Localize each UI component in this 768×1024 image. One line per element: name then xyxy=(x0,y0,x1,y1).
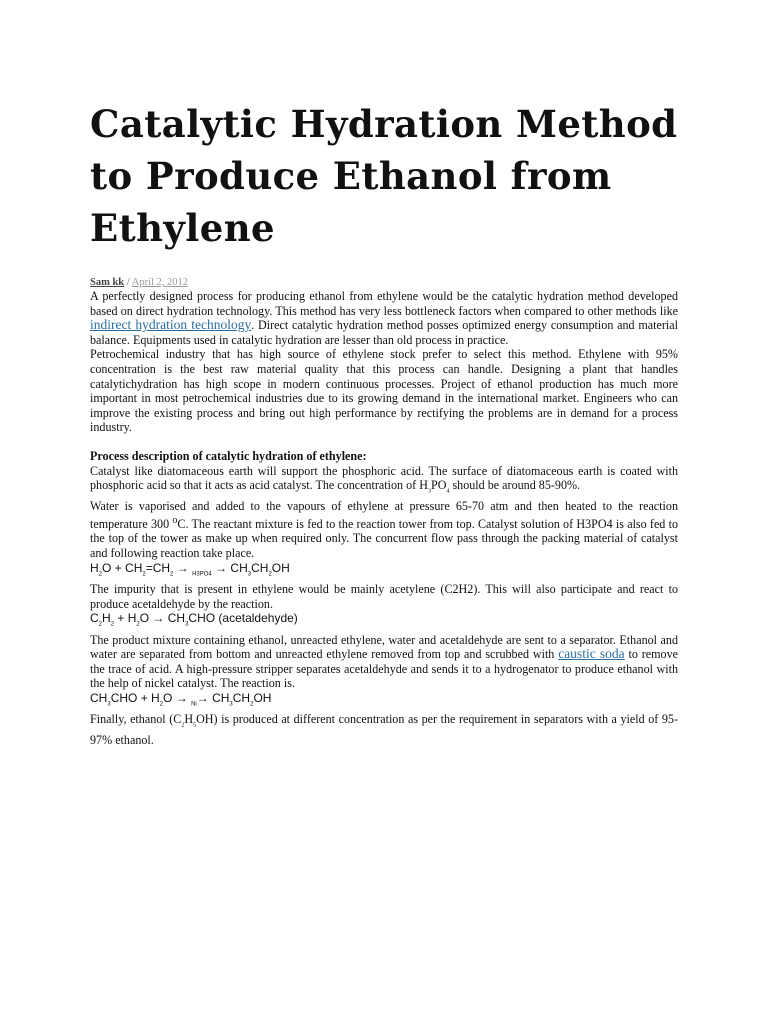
article xyxy=(90,98,678,748)
equation-acetaldehyde: $C_2H_2 + H_2O \to CH_3CHO$ (acetaldehyde) xyxy=(90,611,298,628)
author-link[interactable]: Sam kk xyxy=(90,277,125,288)
industry-paragraph: Petrochemical industry that has high source of ethylene stock prefer to select this method. Ethylene with 95% concentration is the best raw material quality that this process can handle. Designing a plant that handles catalytichydration has high scope in modern continuous processes. Project of ethanol production has much more important in most petrochemical industries due to its growing demand in the international market. Engineers who can improve the existing process and bring out high performance by rectifying the problems are in demand for a process industry. xyxy=(90,347,678,435)
indirect-hydration-link[interactable]: indirect hydration technology xyxy=(90,317,252,333)
page-title: Catalytic Hydration Method to Produce Ethanol from Ethylene xyxy=(90,102,678,250)
byline-separator: / xyxy=(124,277,132,288)
byline xyxy=(90,276,678,289)
equation-hydrogenation: $CH_3CHO + H_2O \to _{Ni}\to CH_3CH_2OH$ xyxy=(90,690,272,708)
catalyst-paragraph: Catalyst like diatomaceous earth will support the phosphoric acid. The surface of diatomaceous earth is coated with phosphoric acid so that it acts as acid catalyst. The concentration of $H_3PO_4$ should be around 85-90%. xyxy=(90,463,678,495)
caustic-soda-link[interactable]: caustic soda xyxy=(558,646,625,662)
equation-hydration: $H_2O + CH_2=CH_2 \to _{H3PO4} \to CH_3CH_2OH$ xyxy=(90,560,290,577)
separation-paragraph: The product mixture containing ethanol, unreacted ethylene, water and acetaldehyde are sent to a separator. Ethanol and water are separated from bottom and unreacted ethylene removed from top and scrubbed with caustic soda to remove the trace of acid. A high-pressure stripper separates acetaldehyde and sends it to a hydrogenator to produce ethanol with the help of nickel catalyst. The reaction is. xyxy=(90,632,679,691)
intro-paragraph: A perfectly designed process for producing ethanol from ethylene would be the catalytic hydration method developed based on direct hydration technology. This method has very less bottleneck factors when compared to other methods like indirect hydration technology. Direct catalytic hydration method posses optimized energy consumption and material balance. Equipments used in catalytic hydration are lesser than old process in practice. xyxy=(90,289,678,347)
date-link[interactable]: April 2, 2012 xyxy=(131,277,189,288)
vaporisation-paragraph: Water is vaporised and added to the vapours of ethylene at pressure 65-70 atm and then heated to the reaction temperature 300 $^o$C. The reactant mixture is fed to the reaction tower from top. Catalyst solution of H3PO4 is also fed to the top of the tower as make up when required only. The concurrent flow pass through the packing material of catalyst and following reaction take place. xyxy=(90,499,679,560)
conclusion-paragraph: Finally, ethanol $(C_2H_5OH)$ is produced at different concentration as per the requirement in separators with a yield of 95-97% ethanol. xyxy=(90,712,678,748)
section-heading: Process description of catalytic hydration of ethylene: xyxy=(90,448,367,463)
impurity-paragraph: The impurity that is present in ethylene would be mainly acetylene (C2H2). This will also participate and react to produce acetaldehyde by the reaction. xyxy=(90,581,678,611)
